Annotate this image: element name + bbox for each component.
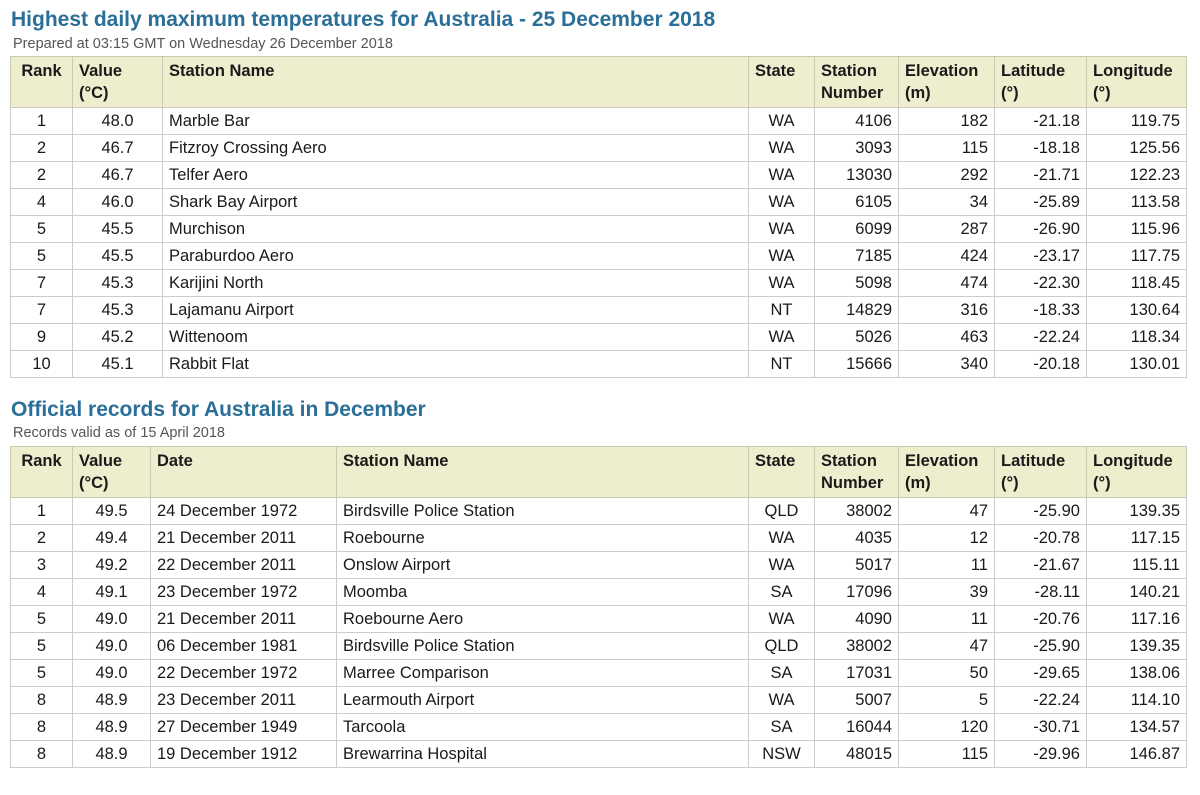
station-name-cell: Murchison — [163, 216, 749, 243]
elevation-header — [899, 447, 995, 498]
state-header-label: State — [755, 62, 796, 80]
state-cell: WA — [749, 324, 815, 351]
longitude-cell: 138.06 — [1087, 660, 1187, 687]
longitude-header — [1087, 447, 1187, 498]
station-number-cell: 15666 — [815, 351, 899, 378]
longitude-header-label: Longitude — [1093, 452, 1173, 470]
station-name-cell: Paraburdoo Aero — [163, 243, 749, 270]
december-records-subtitle: Records valid as of 15 April 2018 — [13, 425, 225, 441]
state-cell: WA — [749, 189, 815, 216]
rank-cell: 8 — [11, 687, 73, 714]
latitude-cell: -30.71 — [995, 714, 1087, 741]
state-cell: SA — [749, 660, 815, 687]
station-number-header — [815, 57, 899, 108]
value-cell: 49.0 — [73, 606, 151, 633]
longitude-cell: 122.23 — [1087, 162, 1187, 189]
latitude-cell: -25.90 — [995, 633, 1087, 660]
value-cell: 46.0 — [73, 189, 163, 216]
rank-cell: 8 — [11, 714, 73, 741]
value-cell: 48.9 — [73, 714, 151, 741]
daily-max-table — [10, 56, 1187, 378]
station-name-cell: Tarcoola — [337, 714, 749, 741]
date-cell: 24 December 1972 — [151, 498, 337, 525]
elevation-cell: 11 — [899, 552, 995, 579]
daily-max-subtitle: Prepared at 03:15 GMT on Wednesday 26 December 2018 — [13, 36, 393, 52]
rank-header — [11, 57, 73, 108]
longitude-cell: 140.21 — [1087, 579, 1187, 606]
elevation-cell: 424 — [899, 243, 995, 270]
state-cell: WA — [749, 525, 815, 552]
elevation-header-label: Elevation — [905, 62, 979, 80]
state-cell: SA — [749, 579, 815, 606]
station-name-cell: Telfer Aero — [163, 162, 749, 189]
daily-max-title: Highest daily maximum temperatures for Australia - 25 December 2018 — [11, 8, 716, 31]
table-row — [11, 687, 1187, 714]
elevation-cell: 12 — [899, 525, 995, 552]
date-cell: 21 December 2011 — [151, 525, 337, 552]
station-number-cell: 6105 — [815, 189, 899, 216]
station-name-cell: Marble Bar — [163, 108, 749, 135]
date-cell: 22 December 2011 — [151, 552, 337, 579]
longitude-cell: 139.35 — [1087, 498, 1187, 525]
longitude-header-label: Longitude — [1093, 62, 1173, 80]
rank-cell: 3 — [11, 552, 73, 579]
latitude-cell: -20.18 — [995, 351, 1087, 378]
elevation-cell: 463 — [899, 324, 995, 351]
station-number-cell: 13030 — [815, 162, 899, 189]
state-cell: WA — [749, 135, 815, 162]
station-number-header-label: Station — [821, 452, 877, 470]
station-number-cell: 4035 — [815, 525, 899, 552]
station-name-cell: Birdsville Police Station — [337, 498, 749, 525]
value-cell: 45.3 — [73, 270, 163, 297]
latitude-header-label: Latitude — [1001, 452, 1066, 470]
elevation-header-unit: (m) — [905, 84, 931, 102]
elevation-cell: 340 — [899, 351, 995, 378]
value-cell: 49.2 — [73, 552, 151, 579]
rank-header — [11, 447, 73, 498]
longitude-cell: 117.75 — [1087, 243, 1187, 270]
table-row — [11, 714, 1187, 741]
station-name-cell: Roebourne Aero — [337, 606, 749, 633]
table-row — [11, 135, 1187, 162]
station-name-cell: Rabbit Flat — [163, 351, 749, 378]
rank-cell: 1 — [11, 498, 73, 525]
value-cell: 49.0 — [73, 660, 151, 687]
rank-cell: 2 — [11, 162, 73, 189]
rank-cell: 7 — [11, 270, 73, 297]
value-cell: 49.1 — [73, 579, 151, 606]
value-cell: 48.9 — [73, 687, 151, 714]
rank-cell: 2 — [11, 525, 73, 552]
station-number-cell: 7185 — [815, 243, 899, 270]
longitude-cell: 117.16 — [1087, 606, 1187, 633]
station-name-header — [163, 57, 749, 108]
date-cell: 22 December 1972 — [151, 660, 337, 687]
table-row — [11, 660, 1187, 687]
state-cell: NSW — [749, 741, 815, 768]
latitude-cell: -25.90 — [995, 498, 1087, 525]
date-header-label: Date — [157, 452, 193, 470]
value-cell: 45.3 — [73, 297, 163, 324]
longitude-cell: 119.75 — [1087, 108, 1187, 135]
station-name-header-label: Station Name — [169, 62, 275, 80]
table-row — [11, 243, 1187, 270]
station-number-header-label: Station — [821, 62, 877, 80]
elevation-cell: 47 — [899, 633, 995, 660]
rank-cell: 5 — [11, 660, 73, 687]
date-header — [151, 447, 337, 498]
station-number-cell: 16044 — [815, 714, 899, 741]
station-number-header-label-2: Number — [821, 84, 884, 102]
elevation-cell: 182 — [899, 108, 995, 135]
latitude-cell: -26.90 — [995, 216, 1087, 243]
station-number-cell: 17031 — [815, 660, 899, 687]
rank-cell: 9 — [11, 324, 73, 351]
longitude-cell: 115.11 — [1087, 552, 1187, 579]
station-number-cell: 3093 — [815, 135, 899, 162]
elevation-cell: 47 — [899, 498, 995, 525]
state-cell: NT — [749, 351, 815, 378]
latitude-header — [995, 57, 1087, 108]
elevation-cell: 120 — [899, 714, 995, 741]
table-row — [11, 270, 1187, 297]
longitude-cell: 118.34 — [1087, 324, 1187, 351]
station-number-header — [815, 447, 899, 498]
rank-cell: 2 — [11, 135, 73, 162]
rank-cell: 1 — [11, 108, 73, 135]
value-cell: 49.4 — [73, 525, 151, 552]
station-number-cell: 4090 — [815, 606, 899, 633]
station-number-cell: 5017 — [815, 552, 899, 579]
latitude-cell: -20.78 — [995, 525, 1087, 552]
rank-cell: 5 — [11, 633, 73, 660]
station-number-cell: 38002 — [815, 633, 899, 660]
table-row — [11, 162, 1187, 189]
latitude-cell: -28.11 — [995, 579, 1087, 606]
latitude-cell: -25.89 — [995, 189, 1087, 216]
header-row — [11, 57, 1187, 108]
station-number-cell: 5026 — [815, 324, 899, 351]
state-cell: WA — [749, 108, 815, 135]
elevation-cell: 34 — [899, 189, 995, 216]
longitude-cell: 114.10 — [1087, 687, 1187, 714]
station-number-cell: 6099 — [815, 216, 899, 243]
station-name-cell: Fitzroy Crossing Aero — [163, 135, 749, 162]
value-header-label: Value — [79, 452, 123, 470]
value-header — [73, 447, 151, 498]
value-cell: 45.5 — [73, 243, 163, 270]
state-header — [749, 57, 815, 108]
elevation-header — [899, 57, 995, 108]
value-cell: 45.2 — [73, 324, 163, 351]
latitude-cell: -22.24 — [995, 687, 1087, 714]
state-cell: WA — [749, 552, 815, 579]
latitude-cell: -22.24 — [995, 324, 1087, 351]
longitude-header-unit: (°) — [1093, 474, 1111, 492]
station-number-cell: 14829 — [815, 297, 899, 324]
value-cell: 49.0 — [73, 633, 151, 660]
state-header-label: State — [755, 452, 796, 470]
elevation-cell: 316 — [899, 297, 995, 324]
rank-cell: 5 — [11, 216, 73, 243]
value-cell: 45.1 — [73, 351, 163, 378]
value-cell: 49.5 — [73, 498, 151, 525]
longitude-cell: 115.96 — [1087, 216, 1187, 243]
latitude-cell: -20.76 — [995, 606, 1087, 633]
latitude-cell: -22.30 — [995, 270, 1087, 297]
state-cell: QLD — [749, 498, 815, 525]
station-name-cell: Shark Bay Airport — [163, 189, 749, 216]
december-records-table — [10, 446, 1187, 768]
latitude-cell: -21.71 — [995, 162, 1087, 189]
december-records-title: Official records for Australia in December — [11, 398, 426, 421]
table-row — [11, 498, 1187, 525]
latitude-cell: -29.96 — [995, 741, 1087, 768]
longitude-cell: 130.01 — [1087, 351, 1187, 378]
longitude-header — [1087, 57, 1187, 108]
station-name-header — [337, 447, 749, 498]
latitude-cell: -18.18 — [995, 135, 1087, 162]
station-name-cell: Onslow Airport — [337, 552, 749, 579]
date-cell: 21 December 2011 — [151, 606, 337, 633]
elevation-cell: 287 — [899, 216, 995, 243]
value-header-label: Value — [79, 62, 123, 80]
state-cell: WA — [749, 162, 815, 189]
longitude-cell: 134.57 — [1087, 714, 1187, 741]
table-row — [11, 633, 1187, 660]
value-cell: 48.0 — [73, 108, 163, 135]
state-cell: WA — [749, 216, 815, 243]
date-cell: 23 December 1972 — [151, 579, 337, 606]
elevation-cell: 11 — [899, 606, 995, 633]
rank-header-label: Rank — [21, 62, 62, 80]
table-row — [11, 324, 1187, 351]
longitude-cell: 139.35 — [1087, 633, 1187, 660]
elevation-cell: 115 — [899, 741, 995, 768]
state-header — [749, 447, 815, 498]
elevation-cell: 292 — [899, 162, 995, 189]
value-header-unit: (°C) — [79, 474, 109, 492]
header-row — [11, 447, 1187, 498]
state-cell: WA — [749, 243, 815, 270]
rank-header-label: Rank — [21, 452, 62, 470]
station-name-cell: Moomba — [337, 579, 749, 606]
table-row — [11, 579, 1187, 606]
latitude-header-label: Latitude — [1001, 62, 1066, 80]
table-row — [11, 189, 1187, 216]
elevation-cell: 115 — [899, 135, 995, 162]
elevation-cell: 474 — [899, 270, 995, 297]
elevation-cell: 5 — [899, 687, 995, 714]
rank-cell: 5 — [11, 606, 73, 633]
latitude-cell: -23.17 — [995, 243, 1087, 270]
longitude-header-unit: (°) — [1093, 84, 1111, 102]
value-cell: 45.5 — [73, 216, 163, 243]
station-name-cell: Marree Comparison — [337, 660, 749, 687]
table-row — [11, 606, 1187, 633]
latitude-cell: -29.65 — [995, 660, 1087, 687]
value-cell: 46.7 — [73, 162, 163, 189]
station-name-cell: Karijini North — [163, 270, 749, 297]
elevation-header-unit: (m) — [905, 474, 931, 492]
longitude-cell: 118.45 — [1087, 270, 1187, 297]
value-header — [73, 57, 163, 108]
table-row — [11, 297, 1187, 324]
station-number-cell: 48015 — [815, 741, 899, 768]
value-cell: 48.9 — [73, 741, 151, 768]
station-number-cell: 38002 — [815, 498, 899, 525]
station-number-cell: 5098 — [815, 270, 899, 297]
table-row — [11, 216, 1187, 243]
latitude-cell: -21.18 — [995, 108, 1087, 135]
table-row — [11, 525, 1187, 552]
elevation-cell: 50 — [899, 660, 995, 687]
table-row — [11, 552, 1187, 579]
station-number-cell: 17096 — [815, 579, 899, 606]
rank-cell: 4 — [11, 189, 73, 216]
table-row — [11, 351, 1187, 378]
station-name-header-label: Station Name — [343, 452, 449, 470]
latitude-header-unit: (°) — [1001, 84, 1019, 102]
table-row — [11, 741, 1187, 768]
station-name-cell: Learmouth Airport — [337, 687, 749, 714]
state-cell: WA — [749, 687, 815, 714]
latitude-cell: -21.67 — [995, 552, 1087, 579]
station-name-cell: Wittenoom — [163, 324, 749, 351]
state-cell: SA — [749, 714, 815, 741]
date-cell: 27 December 1949 — [151, 714, 337, 741]
station-number-cell: 5007 — [815, 687, 899, 714]
longitude-cell: 146.87 — [1087, 741, 1187, 768]
longitude-cell: 113.58 — [1087, 189, 1187, 216]
state-cell: WA — [749, 606, 815, 633]
elevation-header-label: Elevation — [905, 452, 979, 470]
value-header-unit: (°C) — [79, 84, 109, 102]
value-cell: 46.7 — [73, 135, 163, 162]
table-row — [11, 108, 1187, 135]
station-name-cell: Birdsville Police Station — [337, 633, 749, 660]
rank-cell: 8 — [11, 741, 73, 768]
station-name-cell: Brewarrina Hospital — [337, 741, 749, 768]
latitude-header — [995, 447, 1087, 498]
date-cell: 06 December 1981 — [151, 633, 337, 660]
state-cell: NT — [749, 297, 815, 324]
station-name-cell: Lajamanu Airport — [163, 297, 749, 324]
elevation-cell: 39 — [899, 579, 995, 606]
rank-cell: 10 — [11, 351, 73, 378]
latitude-header-unit: (°) — [1001, 474, 1019, 492]
rank-cell: 4 — [11, 579, 73, 606]
longitude-cell: 117.15 — [1087, 525, 1187, 552]
date-cell: 19 December 1912 — [151, 741, 337, 768]
date-cell: 23 December 2011 — [151, 687, 337, 714]
latitude-cell: -18.33 — [995, 297, 1087, 324]
station-number-cell: 4106 — [815, 108, 899, 135]
longitude-cell: 130.64 — [1087, 297, 1187, 324]
state-cell: QLD — [749, 633, 815, 660]
longitude-cell: 125.56 — [1087, 135, 1187, 162]
state-cell: WA — [749, 270, 815, 297]
rank-cell: 5 — [11, 243, 73, 270]
station-number-header-label-2: Number — [821, 474, 884, 492]
rank-cell: 7 — [11, 297, 73, 324]
station-name-cell: Roebourne — [337, 525, 749, 552]
